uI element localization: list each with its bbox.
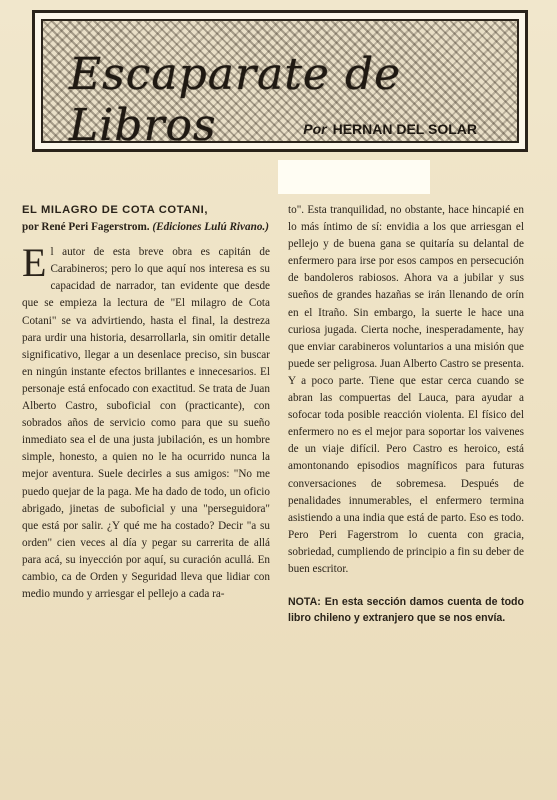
article-publisher: (Ediciones Lulú Rivano.) (152, 221, 269, 234)
editor-note (288, 594, 524, 626)
left-column (22, 202, 270, 603)
drop-cap: E (22, 240, 47, 286)
note-text: En esta sección damos cuenta de todo libro chileno y extranjero que se nos envía. (288, 596, 524, 625)
author-prefix: Por (303, 121, 327, 137)
right-column (288, 202, 524, 626)
article-byline (22, 219, 270, 236)
column-banner (32, 10, 528, 152)
author-name: HERNAN DEL SOLAR (332, 121, 477, 137)
left-text: l autor de esta breve obra es capitán de Carabineros; pero lo que aquí nos interesa es su capacidad de narrador, tan evidente que desde que se empieza la lectura de "El milagro de Cota Cotani" se va advirtiendo, hasta el final, la destreza para urdir una historia, desarrollarla, sin omitir detalle significativo, llegar a un desenlace preciso, sin buscar en ningún instante efectos brillantes e innecesarios. El personaje está enfocado con exactitud. Se trata de Juan Alberto Castro, suboficial con (practicante), con sobrados años de servicio como para que su sueño inmediato sea el de una justa jubilación, es un hombre simple, honesto, a quien no le ha ocurrido nunca la mejor aventura. Suele decirles a sus amigos: "No me puedo quejar de la paga. Me ha dado de todo, un oficio abrigado, jinetas de suboficial y una "perseguidora" que está por salir. ¿Y qué me ha costado? Decir "a su orden" cien veces al día y pegar su carrerita de allá para acá, su inyección por aquí, su curación acullá. En cambio, ca de Orden y Seguridad lleva que lidiar con medio mundo y arriesgar el pellejo a cada ra- (22, 246, 270, 601)
article-body-left (22, 240, 270, 603)
column-author (303, 121, 477, 137)
article-body-right: to". Esta tranquilidad, no obstante, hace hincapié en lo más íntimo de sí: envidia a los que arriesgan el pellejo y de buena gana se quitaría su delantal de enfermero para irse por esos campos en persecución de bandoleros rabiosos. Ahora va a jubilar y sus sueños de grandes hazañas se irán llenando de orín en el Itraño. Sin embargo, la suerte le hace una curiosa jugada. Cierta noche, inesperadamente, hay que enviar carabineros voluntarios a una misión que puede ser peligrosa. Juan Alberto Castro se presenta. Y a poco parte. Tiene que estar cerca cuando se abran las compuertas del Lauca, para ayudar a sofocar toda posible reacción violenta. El físico del enfermero no es el mejor para soportar los vaivenes de un viaje difícil. Pero Castro es heroico, está amontonando episodios magníficos para futuras conversaciones de sobremesa. Después de penalidades innumerables, el enfermero termina asistiendo a una india que está de parto. Eso es todo. Pero Peri Fagerstrom lo cuenta con gracia, sobriedad, cumpliendo de principio a fin su deber de buen escritor. (288, 204, 524, 575)
column-title: Escaparate de Libros (69, 49, 402, 151)
note-label: NOTA: (288, 596, 321, 609)
article-title: EL MILAGRO DE COTA COTANI, (22, 204, 209, 216)
article-author: por René Peri Fagerstrom. (22, 221, 150, 234)
blank-area (278, 160, 430, 194)
